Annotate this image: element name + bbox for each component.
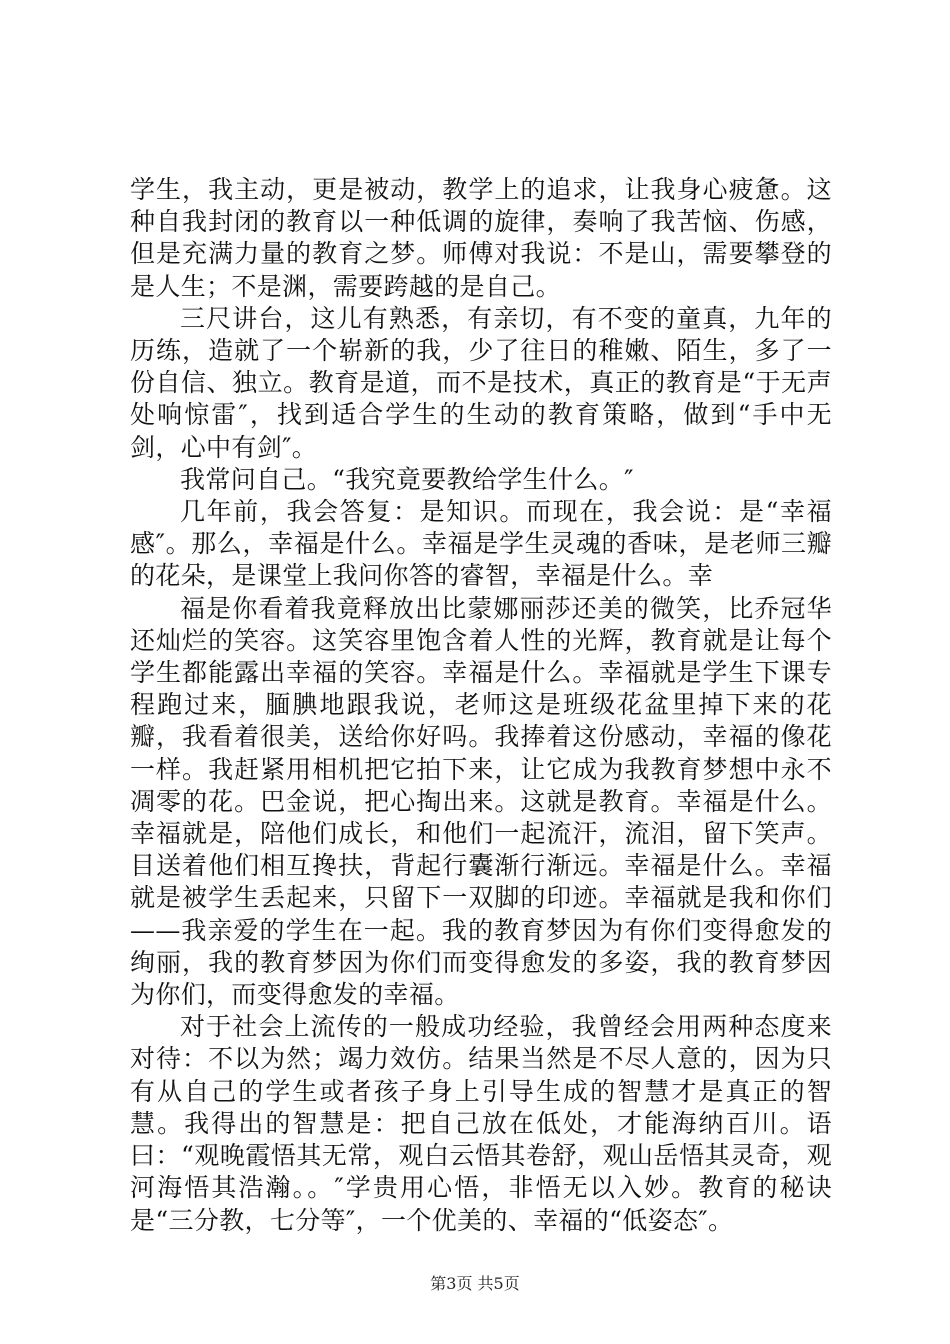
paragraph: 几年前，我会答复：是知识。而现在，我会说：是“幸福感″。那么，幸福是什么。幸福是学生灵魂的香味，是老师三瓣的花朵，是课堂上我问你答的睿智，幸福是什么。幸 xyxy=(130,497,832,591)
paragraph: 对于社会上流传的一般成功经验，我曾经会用两种态度来对待：不以为然；竭力效仿。结果当然是不尽人意的，因为只有从自己的学生或者孩子身上引导生成的智慧才是真正的智慧。我得出的智慧是：把自己放在低处，才能海纳百川。语曰：“观晚霞悟其无常，观白云悟其卷舒，观山岳悟其灵奇，观河海悟其浩瀚。。″学贵用心悟，非悟无以入妙。教育的秘诀是“三分教，七分等″，一个优美的、幸福的“低姿态″。 xyxy=(130,1012,832,1235)
document-body xyxy=(130,174,832,1237)
paragraph: 福是你看着我竟释放出比蒙娜丽莎还美的微笑，比乔冠华还灿烂的笑容。这笑容里饱含着人性的光辉，教育就是让每个学生都能露出幸福的笑容。幸福是什么。幸福就是学生下课专程跑过来，腼腆地跟我说，老师这是班级花盆里掉下来的花瓣，我看着很美，送给你好吗。我捧着这份感动，幸福的像花一样。我赶紧用相机把它拍下来，让它成为我教育梦想中永不凋零的花。巴金说，把心掏出来。这就是教育。幸福是什么。幸福就是，陪他们成长，和他们一起流汗，流泪，留下笑声。目送着他们相互搀扶，背起行囊渐行渐远。幸福是什么。幸福就是被学生丢起来，只留下一双脚的印迹。幸福就是我和你们——我亲爱的学生在一起。我的教育梦因为有你们变得愈发的绚丽，我的教育梦因为你们而变得愈发的多姿，我的教育梦因为你们，而变得愈发的幸福。 xyxy=(130,593,832,1010)
paragraph: 我常问自己。“我究竟要教给学生什么。″ xyxy=(180,464,634,494)
paragraph: 三尺讲台，这儿有熟悉，有亲切，有不变的童真，九年的历练，造就了一个崭新的我，少了往日的稚嫩、陌生，多了一份自信、独立。教育是道，而不是技术，真正的教育是“于无声处响惊雷″，找到适合学生的生动的教育策略，做到“手中无剑，心中有剑″。 xyxy=(130,303,832,462)
page-number-footer: 第3页 共5页 xyxy=(430,1274,520,1293)
paragraph: 学生，我主动，更是被动，教学上的追求，让我身心疲惫。这种自我封闭的教育以一种低调的旋律，奏响了我苦恼、伤感，但是充满力量的教育之梦。师傅对我说：不是山，需要攀登的是人生；不是渊，需要跨越的是自己。 xyxy=(130,175,832,301)
